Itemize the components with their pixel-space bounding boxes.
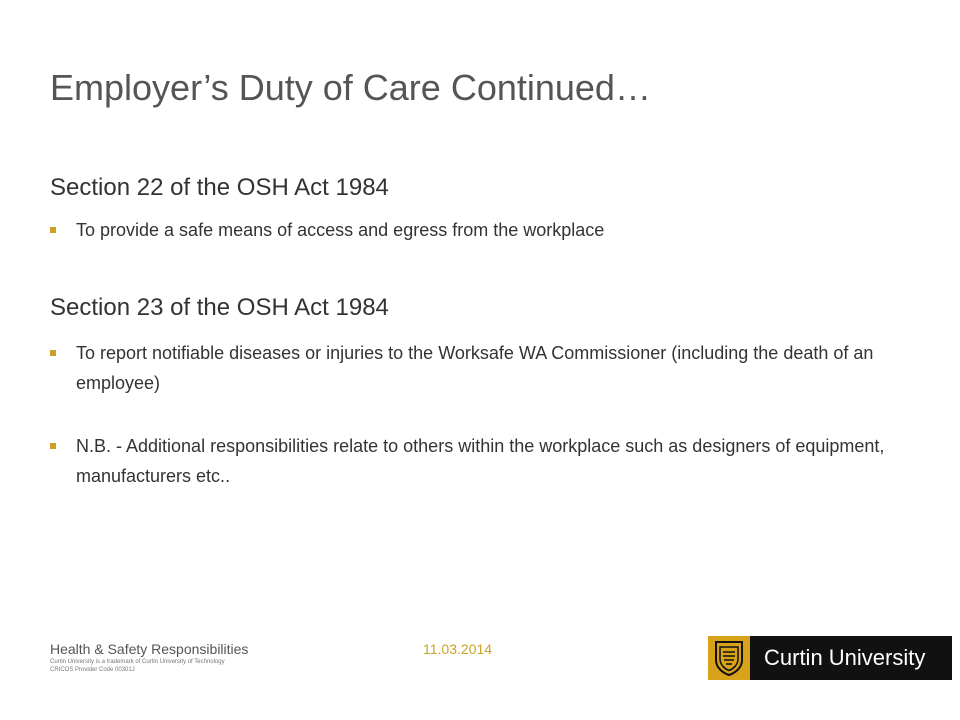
slide-content xyxy=(50,172,910,491)
section-heading-23: Section 23 of the OSH Act 1984 xyxy=(50,294,389,321)
crest-shield-icon xyxy=(714,640,744,676)
bullet-text: N.B. - Additional responsibilities relate to others within the workplace such as designers of equipment, manufacturers etc.. xyxy=(76,436,885,486)
bullet-item xyxy=(50,215,910,245)
square-bullet-icon xyxy=(50,443,56,449)
footer-date: 11.03.2014 xyxy=(423,641,493,657)
footer-left xyxy=(50,640,248,674)
curtin-crest-icon xyxy=(708,636,750,680)
bullet-item xyxy=(50,338,910,398)
logo-wordmark: Curtin University xyxy=(750,636,952,680)
curtin-logo xyxy=(708,636,952,680)
footer-presentation-title: Health & Safety Responsibilities xyxy=(50,641,249,657)
square-bullet-icon xyxy=(50,350,56,356)
footer-trademark: Curtin University is a trademark of Curtin University of Technology xyxy=(50,659,225,665)
bullet-text: To report notifiable diseases or injuries to the Worksafe WA Commissioner (including the death of an employee) xyxy=(76,343,874,393)
slide-title: Employer’s Duty of Care Continued… xyxy=(50,67,651,108)
footer-cricos: CRICOS Provider Code 00301J xyxy=(50,667,135,673)
section-heading-22: Section 22 of the OSH Act 1984 xyxy=(50,174,389,201)
bullet-item xyxy=(50,431,910,491)
square-bullet-icon xyxy=(50,227,56,233)
bullet-text: To provide a safe means of access and egress from the workplace xyxy=(76,220,605,240)
